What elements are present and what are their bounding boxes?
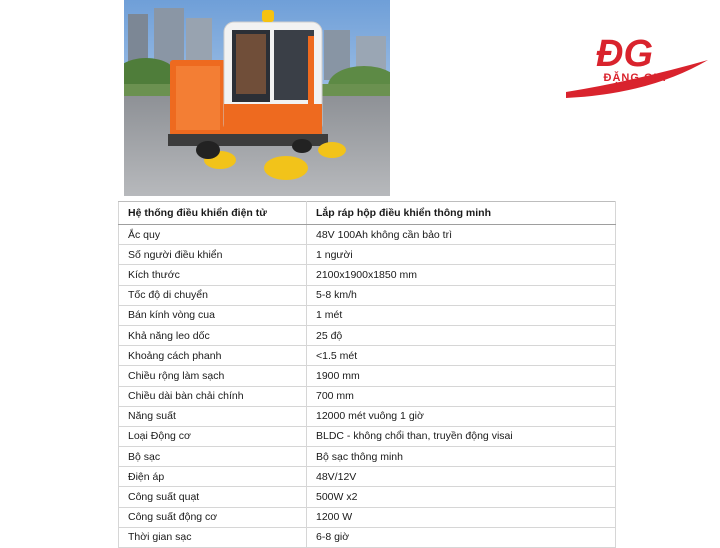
spec-value: 5-8 km/h [307, 285, 616, 305]
spec-value: 48V 100Ah không cần bảo trì [307, 225, 616, 245]
table-header-row [119, 202, 616, 225]
spec-value: BLDC - không chổi than, truyền động visai [307, 426, 616, 446]
spec-label: Thời gian sạc [119, 527, 307, 547]
table-row [119, 426, 616, 446]
spec-label: Công suất quạt [119, 487, 307, 507]
spec-value: 1 người [307, 245, 616, 265]
brand-name: ĐẶNG GIA [603, 72, 667, 84]
spec-value: 1 mét [307, 305, 616, 325]
brand-logo-icon [560, 30, 710, 110]
table-row [119, 305, 616, 325]
spec-value: <1.5 mét [307, 346, 616, 366]
spec-label: Số người điều khiển [119, 245, 307, 265]
table-row [119, 225, 616, 245]
spec-label: Năng suất [119, 406, 307, 426]
spec-value: 1900 mm [307, 366, 616, 386]
spec-value: 48V/12V [307, 467, 616, 487]
table-row [119, 487, 616, 507]
table-row [119, 265, 616, 285]
brand-logo-letters: ĐG [596, 33, 653, 75]
table-row [119, 507, 616, 527]
spec-label: Khả năng leo dốc [119, 325, 307, 345]
spec-value: 12000 mét vuông 1 giờ [307, 406, 616, 426]
spec-value: 25 độ [307, 325, 616, 345]
spec-value: Bộ sạc thông minh [307, 447, 616, 467]
spec-label: Bộ sạc [119, 447, 307, 467]
table-row [119, 325, 616, 345]
spec-value: 700 mm [307, 386, 616, 406]
spec-label: Loại Động cơ [119, 426, 307, 446]
spec-value: 500W x2 [307, 487, 616, 507]
table-row [119, 245, 616, 265]
table-header-value: Lắp ráp hộp điều khiển thông minh [307, 202, 616, 225]
spec-label: Kích thước [119, 265, 307, 285]
street-sweeper-image [124, 0, 390, 196]
specification-table [118, 201, 616, 548]
table-row [119, 346, 616, 366]
spec-label: Khoảng cách phanh [119, 346, 307, 366]
spec-label: Chiều dài bàn chải chính [119, 386, 307, 406]
spec-value: 2100x1900x1850 mm [307, 265, 616, 285]
spec-label: Chiều rộng làm sạch [119, 366, 307, 386]
table-row [119, 285, 616, 305]
table-row [119, 386, 616, 406]
table-row [119, 467, 616, 487]
table-header-label: Hệ thống điều khiển điện tử [119, 202, 307, 225]
table-row [119, 366, 616, 386]
table-row [119, 527, 616, 547]
spec-value: 6-8 giờ [307, 527, 616, 547]
product-photo [124, 0, 390, 196]
brand-logo [560, 30, 710, 110]
spec-label: Bán kính vòng cua [119, 305, 307, 325]
spec-value: 1200 W [307, 507, 616, 527]
spec-label: Tốc độ di chuyển [119, 285, 307, 305]
spec-label: Công suất động cơ [119, 507, 307, 527]
spec-label: Điện áp [119, 467, 307, 487]
table-row [119, 447, 616, 467]
table-row [119, 406, 616, 426]
spec-label: Ắc quy [119, 225, 307, 245]
